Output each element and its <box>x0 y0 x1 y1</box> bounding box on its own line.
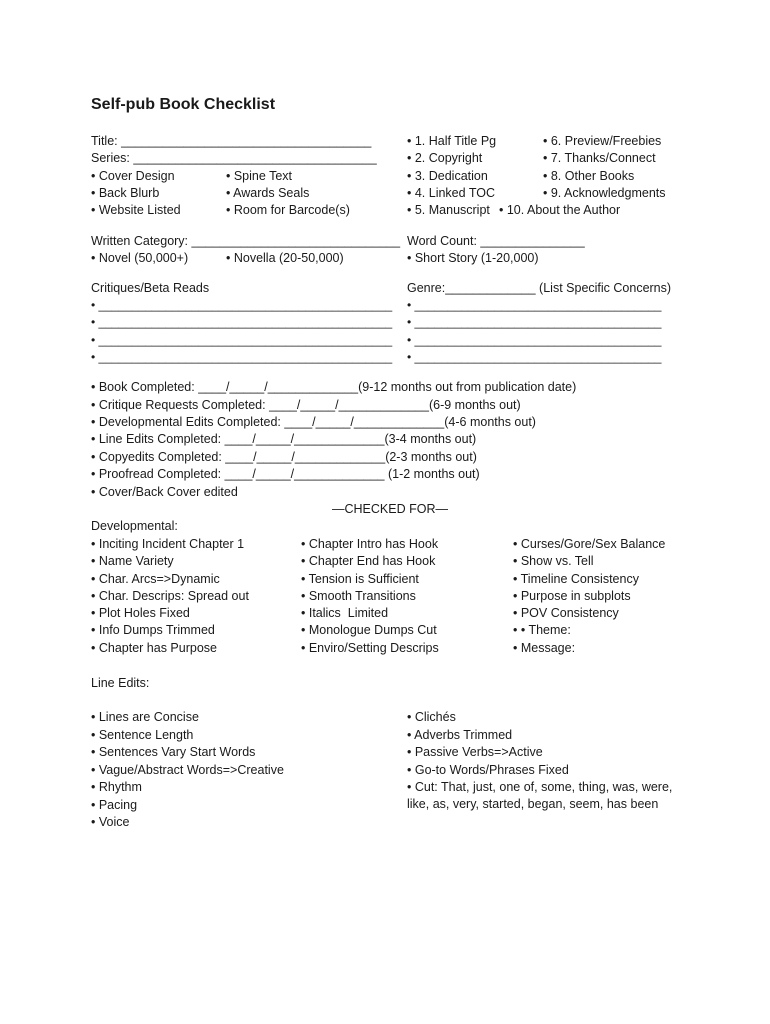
timeline-item[interactable]: • Developmental Edits Completed: ____/_____/_____________(4-6 months out) <box>91 415 536 429</box>
checklist-item[interactable]: • Sentence Length <box>91 728 194 742</box>
checklist-item[interactable]: • POV Consistency <box>513 606 619 620</box>
timeline-item[interactable]: • Book Completed: ____/_____/_____________(9-12 months out from publication date) <box>91 380 577 394</box>
checklist-item[interactable]: • 1. Half Title Pg <box>407 134 497 148</box>
checklist-item[interactable]: • Message: <box>513 641 576 655</box>
checklist-item[interactable]: • 2. Copyright <box>407 151 483 165</box>
checklist-item[interactable]: • Timeline Consistency <box>513 572 639 586</box>
checklist-item[interactable]: • Chapter End has Hook <box>301 554 436 568</box>
genre-field[interactable]: Genre:_____________ (List Specific Concerns) <box>407 281 672 295</box>
checklist-item[interactable]: • Website Listed <box>91 203 181 217</box>
checklist-item[interactable]: • • Theme: <box>513 623 571 637</box>
genre-blank[interactable]: • _____________________________________ <box>407 298 662 312</box>
critique-blank[interactable]: • ____________________________________________ <box>91 315 393 329</box>
checklist-item[interactable]: • Short Story (1-20,000) <box>407 251 539 265</box>
cut-words-note[interactable]: • Cut: That, just, one of, some, thing, was, were, like, as, very, started, began, seem, has been <box>407 780 673 811</box>
checklist-item[interactable]: • Char. Descrips: Spread out <box>91 589 249 603</box>
checklist-item[interactable]: • Spine Text <box>226 169 292 183</box>
timeline-item[interactable]: • Critique Requests Completed: ____/_____/_____________(6-9 months out) <box>91 398 521 412</box>
checklist-item[interactable]: • Plot Holes Fixed <box>91 606 190 620</box>
checklist-item[interactable]: • Rhythm <box>91 780 142 794</box>
critiques-heading: Critiques/Beta Reads <box>91 281 210 295</box>
checklist-item[interactable]: • Go-to Words/Phrases Fixed <box>407 763 569 777</box>
checklist-item[interactable]: • Novella (20-50,000) <box>226 251 344 265</box>
timeline-item[interactable]: • Copyedits Completed: ____/_____/_____________(2-3 months out) <box>91 450 477 464</box>
series-field[interactable]: Series: ___________________________________ <box>91 151 377 165</box>
checklist-item[interactable]: • Pacing <box>91 798 138 812</box>
checklist-item[interactable]: • 8. Other Books <box>543 169 635 183</box>
checklist-item[interactable]: • 9. Acknowledgments <box>543 186 666 200</box>
checklist-item[interactable]: • Chapter has Purpose <box>91 641 217 655</box>
line-edits-heading: Line Edits: <box>91 676 150 690</box>
checklist-item[interactable]: • Char. Arcs=>Dynamic <box>91 572 220 586</box>
written-category-field[interactable]: Written Category: ______________________________ <box>91 234 401 248</box>
checklist-item[interactable]: • Novel (50,000+) <box>91 251 189 265</box>
checklist-item[interactable]: • Clichés <box>407 710 456 724</box>
checklist-item[interactable]: • Lines are Concise <box>91 710 199 724</box>
checklist-item[interactable]: • Chapter Intro has Hook <box>301 537 439 551</box>
checklist-item[interactable]: • Awards Seals <box>226 186 310 200</box>
checklist-item[interactable]: • Room for Barcode(s) <box>226 203 350 217</box>
checklist-item[interactable]: • Name Variety <box>91 554 174 568</box>
genre-blank[interactable]: • _____________________________________ <box>407 333 662 347</box>
checklist-item[interactable]: • Cover Design <box>91 169 175 183</box>
timeline-item[interactable]: • Line Edits Completed: ____/_____/_____________(3-4 months out) <box>91 432 477 446</box>
checklist-item[interactable]: • Purpose in subplots <box>513 589 631 603</box>
word-count-field[interactable]: Word Count: _______________ <box>407 234 585 248</box>
checklist-item[interactable]: • Voice <box>91 815 130 829</box>
checklist-item[interactable]: • Sentences Vary Start Words <box>91 745 256 759</box>
title-field[interactable]: Title: ____________________________________ <box>91 134 372 148</box>
developmental-heading: Developmental: <box>91 519 178 533</box>
critique-blank[interactable]: • ____________________________________________ <box>91 333 393 347</box>
checklist-item[interactable]: • Smooth Transitions <box>301 589 416 603</box>
checklist-item[interactable]: • Adverbs Trimmed <box>407 728 513 742</box>
checklist-item[interactable]: • Vague/Abstract Words=>Creative <box>91 763 284 777</box>
checklist-item[interactable]: • Show vs. Tell <box>513 554 594 568</box>
checklist-item[interactable]: • Info Dumps Trimmed <box>91 623 215 637</box>
critique-blank[interactable]: • ____________________________________________ <box>91 350 393 364</box>
checklist-item[interactable]: • Curses/Gore/Sex Balance <box>513 537 666 551</box>
genre-blank[interactable]: • _____________________________________ <box>407 350 662 364</box>
checklist-item[interactable]: • 4. Linked TOC <box>407 186 495 200</box>
checklist-item[interactable]: • Enviro/Setting Descrips <box>301 641 439 655</box>
checklist-item[interactable]: • 5. Manuscript <box>407 203 490 217</box>
checklist-item[interactable]: • 10. About the Author <box>499 203 621 217</box>
checklist-item[interactable]: • Monologue Dumps Cut <box>301 623 437 637</box>
checklist-item[interactable]: • Inciting Incident Chapter 1 <box>91 537 245 551</box>
timeline-item[interactable]: • Proofread Completed: ____/_____/_____________ (1-2 months out) <box>91 467 480 481</box>
checklist-item[interactable]: • Back Blurb <box>91 186 160 200</box>
checklist-item[interactable]: • Italics Limited <box>301 606 389 620</box>
checklist-item[interactable]: • 3. Dedication <box>407 169 488 183</box>
checklist-item[interactable]: • Tension is Sufficient <box>301 572 419 586</box>
checklist-item[interactable]: • 7. Thanks/Connect <box>543 151 656 165</box>
genre-blank[interactable]: • _____________________________________ <box>407 315 662 329</box>
critique-blank[interactable]: • ____________________________________________ <box>91 298 393 312</box>
checklist-item[interactable]: • 6. Preview/Freebies <box>543 134 662 148</box>
timeline-item[interactable]: • Cover/Back Cover edited <box>91 485 238 499</box>
checklist-item[interactable]: • Passive Verbs=>Active <box>407 745 543 759</box>
page-title: Self-pub Book Checklist <box>91 96 276 113</box>
checked-for-heading: —CHECKED FOR— <box>332 502 448 516</box>
